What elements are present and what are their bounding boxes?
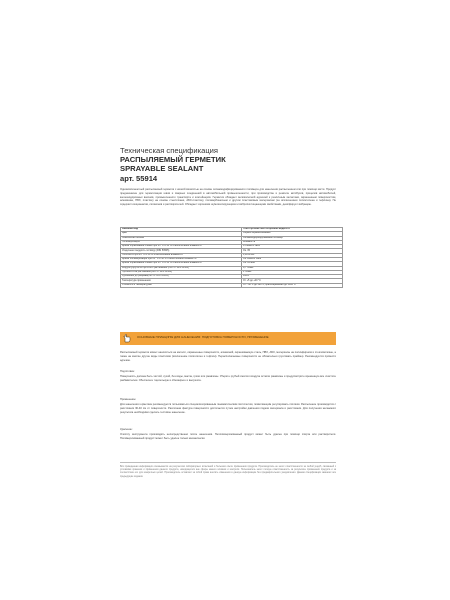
spec-value: Силанмодифицированный полимер bbox=[242, 236, 343, 240]
spec-value: От +5 до +40 °С bbox=[242, 279, 343, 283]
spec-value: 1,40 кг/см³ bbox=[242, 253, 343, 257]
spec-value: 15 мин/24 часа bbox=[242, 245, 343, 249]
spec-row bbox=[121, 283, 343, 287]
product-name-ru: РАСПЫЛЯЕМЫЙ ГЕРМЕТИК bbox=[120, 155, 226, 165]
preparation-heading: Подготовка: bbox=[120, 370, 135, 373]
application-paragraph: Распыляемый герметик может наноситься на металл, окрашенные поверхности, алюминий, окрашиваемую сталь, ПВХ, АБС, материалы на полиэфирном и стекловолокне, а также на многие другие виды пластиков (исключение полиэтилен и тефлон). Нерасполагаемые поверхности не обязательно грунтовать праймер. Рекомендуется провести адгезию. bbox=[120, 351, 336, 362]
hand-pointing-icon bbox=[123, 334, 131, 343]
spec-property: Температура применения bbox=[121, 279, 242, 283]
spec-value: Ок. 2мм/24 часа bbox=[242, 257, 343, 261]
spec-value: Серый/Черный/Бежевый bbox=[242, 232, 343, 236]
spec-property: Удлинение до разрыва(ISO 37 DIN 53504) bbox=[121, 275, 242, 279]
spec-property: Усадочная твердость по Шору (DIN 53505) bbox=[121, 249, 242, 253]
preparation-paragraph: Поверхность должна быть чистой, сухой, без воды, масла, грязи или ржавчины. Уберите грубый сжатого воздуха остатки ржавчины и предусмотрите временную все очистите разбавителем. Обеспечьте тщательную и обезжирьте и высушите. bbox=[120, 375, 336, 382]
footer-divider bbox=[120, 462, 336, 463]
product-name-en: SPRAYABLE SEALANT bbox=[120, 164, 204, 174]
spec-value: 1 Н/мм² bbox=[242, 270, 343, 274]
spec-value: Тиксотропная пастообразная жидкость bbox=[242, 228, 343, 232]
spec-value: Влажность bbox=[242, 240, 343, 244]
spec-property: Цвет bbox=[121, 232, 242, 236]
spec-value: 100% bbox=[242, 275, 343, 279]
cleaning-heading: Удаление: bbox=[120, 428, 133, 431]
spec-property: Стойкость к температурам bbox=[121, 283, 242, 287]
spec-property: Химическая основа bbox=[121, 236, 242, 240]
application-method-heading: Применение: bbox=[120, 398, 137, 401]
spec-property: Время полимеризации при 23 °С и 50 % относительной влажности bbox=[121, 257, 242, 261]
cleaning-paragraph: Очистку инструмента производить непосредственно после нанесения. Неполимеризованный продукт может быть удален при помощи спирта или растворителя. Полимеризованный продукт может быть удален только механически. bbox=[120, 433, 336, 440]
application-method-paragraph: Для нанесения герметика рекомендуется пользоваться специализированным пневматическим пистолетом, позволяющим регулировать потоком. Распыление производится с расстояния 30-40 см от поверхности. Различная фактура поверхности достигается путем настройки давления подачи материала и расстояния. Для получения желаемого результата необходимо сделать тестовое нанесение. bbox=[120, 403, 336, 414]
guidelines-banner bbox=[120, 332, 336, 345]
intro-paragraph: Однокомпонентный распыляемый герметик с низкой вязкостью на основе силанмодифицированного полимера для нанесения распылением или при помощи кисти. Продукт предназначен для герметизации швов и сварных соединений в автомобильной промышленности, при производстве и ремонте автобусов, прицепов автомобилей, железнодорожных вагонов, промышленного транспорта и контейнеров. Герметик обладает великолепной адгезией к различным металлам, окрашенным поверхностям, алюминию, ПВХ, пластику на основе стеклоткани, АБС-пластику, поликарбонатным и другим пластиковым материалам (за исключением полиэтилена и тефлона). Не содержит изоцианатов, силиконов и растворителей. Обладает хорошими шумоизолирующими и вибропоглощающими свойствами, демпфирует вибрацию. bbox=[120, 188, 336, 206]
spec-property: Внешний вид bbox=[121, 228, 242, 232]
spec-property: Время образования пленки при 23 °С и 50 % относительной влажности bbox=[121, 245, 242, 249]
spec-table bbox=[120, 227, 343, 288]
spec-property: Плотность при 23 °С и 50 % относительной влажности bbox=[121, 253, 242, 257]
disclaimer-footer: Вся приведенная информация основывается на результатах лабораторных испытаний и большом опыте применения продукта. Производитель не несет ответственности за любой ущерб, связанный с условиями хранения и применения данного продукта, находящегося вне сферы нашего влияния и контроля. Пользователь несет полную ответственность за результаты применения продукта и за соответствие его для конкретных целей. Производитель оставляет за собой право вносить изменения в данную информацию без предварительного уведомления. Данная спецификация заменяет все предыдущие издания. bbox=[120, 466, 336, 478]
spec-property: Время образования пленки при 23 °С и 50 % относительной влажности bbox=[121, 262, 242, 266]
guidelines-banner-text: ОСНОВНЫЕ ПРИНЦИПЫ ДЛЯ НАНЕСЕНИЯ: ПОДГОТОВКА ПОВЕРХНОСТИ, ПРИМЕНЕНИЕ bbox=[137, 335, 269, 340]
document-title: Техническая спецификация bbox=[120, 146, 219, 155]
spec-property: Модуль упругости при 100% растяжении (ISO 37 DIN 53504) bbox=[121, 266, 242, 270]
article-number: арт. 55914 bbox=[120, 173, 158, 183]
spec-value: Ок. 10 мин bbox=[242, 262, 343, 266]
spec-property: Полимеризация bbox=[121, 240, 242, 244]
spec-value: 0,7 Н/мм² bbox=[242, 266, 343, 270]
document-header bbox=[120, 146, 226, 183]
spec-property: Прочность на растяжение(ISO 37 DIN 53504) bbox=[121, 270, 242, 274]
spec-value: Ок. 35 bbox=[242, 249, 343, 253]
spec-value: От - 40°С до +90°С, кратковременно до +120°С bbox=[242, 283, 343, 287]
